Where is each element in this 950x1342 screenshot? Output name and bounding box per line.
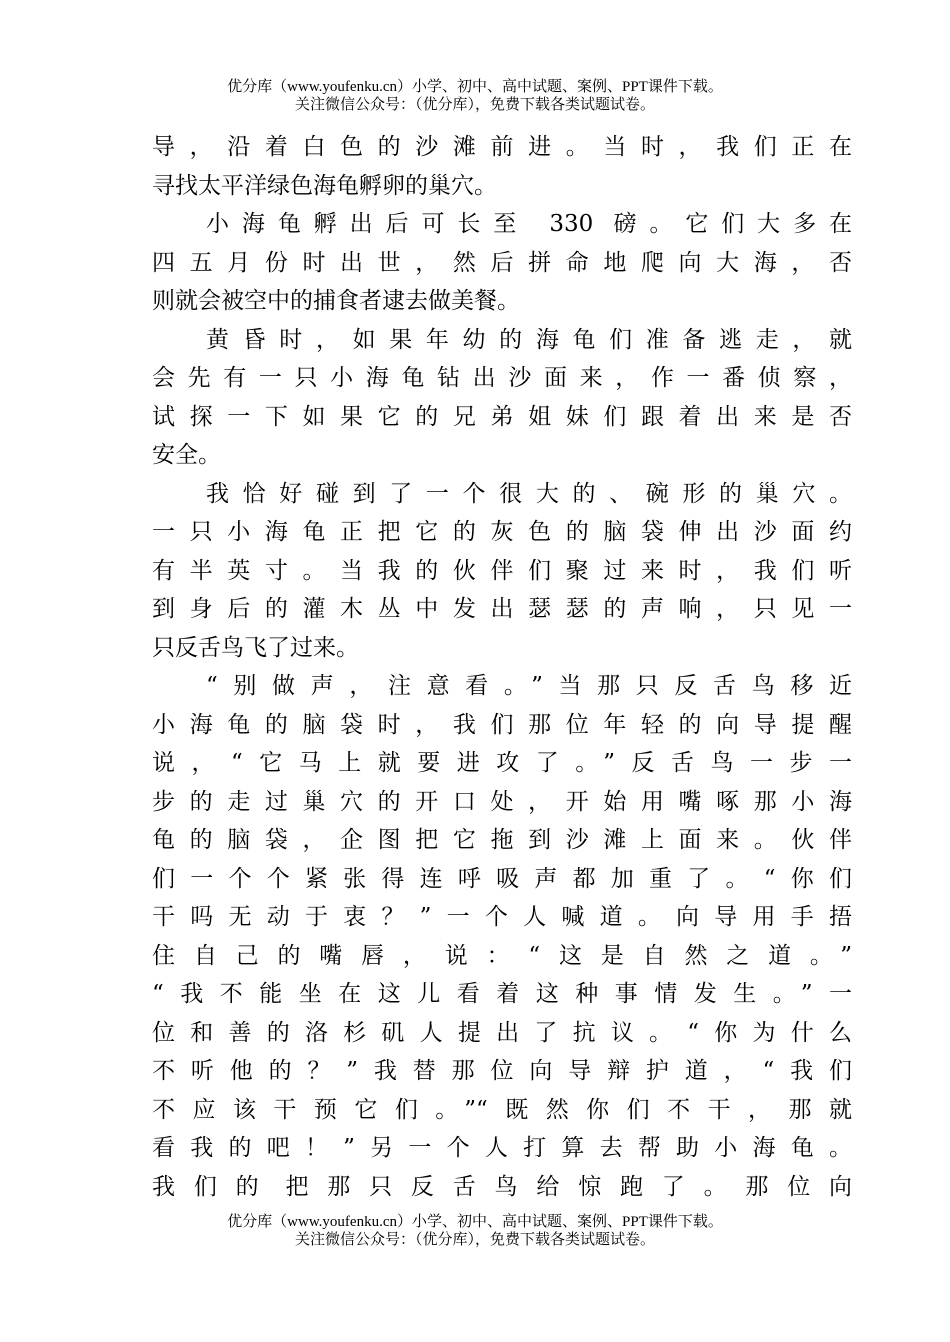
text-line: 只反舌鸟飞了过来。 [152, 634, 359, 661]
text-line: 会先有一只小海龟钻出沙面来，作一番侦察， [152, 365, 852, 391]
header-line-1: 优分库（www.youfenku.cn）小学、初中、高中试题、案例、PPT课件下载。 [227, 79, 723, 95]
text-line: 看我的吧！”另一个人打算去帮助小海龟。 [152, 1135, 852, 1161]
text-line: 黄昏时，如果年幼的海龟们准备逃走，就 [206, 326, 852, 353]
text-line: 龟的脑袋，企图把它拖到沙滩上面来。伙伴 [152, 827, 852, 853]
text-line: 位和善的洛杉矶人提出了抗议。“你为什么 [152, 1019, 852, 1046]
text-line: 有半英寸。当我的伙伴们聚过来时，我们听 [152, 557, 852, 584]
text-line: “别做声，注意看。”当那只反舌鸟移近 [206, 673, 852, 699]
text-line-with-blank [152, 1168, 852, 1207]
text-line: 四五月份时出世，然后拼命地爬向大海，否 [152, 249, 852, 276]
page-header [0, 78, 950, 114]
text-line: 我恰好碰到了一个很大的、碗形的巢穴。 [206, 480, 852, 507]
text-line: 说，“它马上就要进攻了。”反舌鸟一步一 [152, 750, 852, 776]
blank-before-text: 我们的 [152, 1173, 278, 1200]
text-line: 导，沿着白色的沙滩前进。当时，我们正在 [152, 134, 852, 160]
text-line: 到身后的灌木丛中发出瑟瑟的声响，只见一 [152, 596, 852, 622]
page-footer [0, 1213, 950, 1249]
article-body [152, 128, 852, 1206]
text-line: 们一个个紧张得连呼吸声都加重了。“你们 [152, 865, 852, 892]
footer-line-2: 关注微信公众号：（优分库），免费下载各类试题试卷。 [294, 1232, 655, 1248]
text-line: “我不能坐在这儿看着这种事情发生。”一 [152, 981, 852, 1007]
text-line: 小海龟的脑袋时，我们那位年轻的向导提醒 [152, 711, 852, 738]
text-line: 寻找太平洋绿色海龟孵卵的巢穴。 [152, 172, 497, 199]
text-line: 不听他的？”我替那位向导辩护道，“我们 [152, 1058, 852, 1084]
text-line: 不应该干预它们。”“既然你们不干，那就 [152, 1096, 852, 1123]
text-line: 干吗无动于衷？”一个人喊道。向导用手捂 [152, 904, 852, 930]
text-line: 住自己的嘴唇，说：“这是自然之道。” [152, 942, 852, 969]
footer-line-1: 优分库（www.youfenku.cn）小学、初中、高中试题、案例、PPT课件下载。 [227, 1214, 723, 1230]
text-line: 则就会被空中的捕食者逮去做美餐。 [152, 288, 520, 314]
text-line: 步的走过巢穴的开口处，开始用嘴啄那小海 [152, 788, 852, 815]
blank-after-text: 把那只反舌鸟给惊跑了。那位向 [285, 1173, 852, 1200]
text-line: 小海龟孵出后可长至 330 磅。它们大多在 [206, 211, 852, 237]
header-line-2: 关注微信公众号：（优分库），免费下载各类试题试卷。 [294, 97, 655, 113]
text-line: 试探一下如果它的兄弟姐妹们跟着出来是否 [152, 403, 852, 430]
text-line: 安全。 [152, 442, 221, 468]
text-line: 一只小海龟正把它的灰色的脑袋伸出沙面约 [152, 519, 852, 545]
